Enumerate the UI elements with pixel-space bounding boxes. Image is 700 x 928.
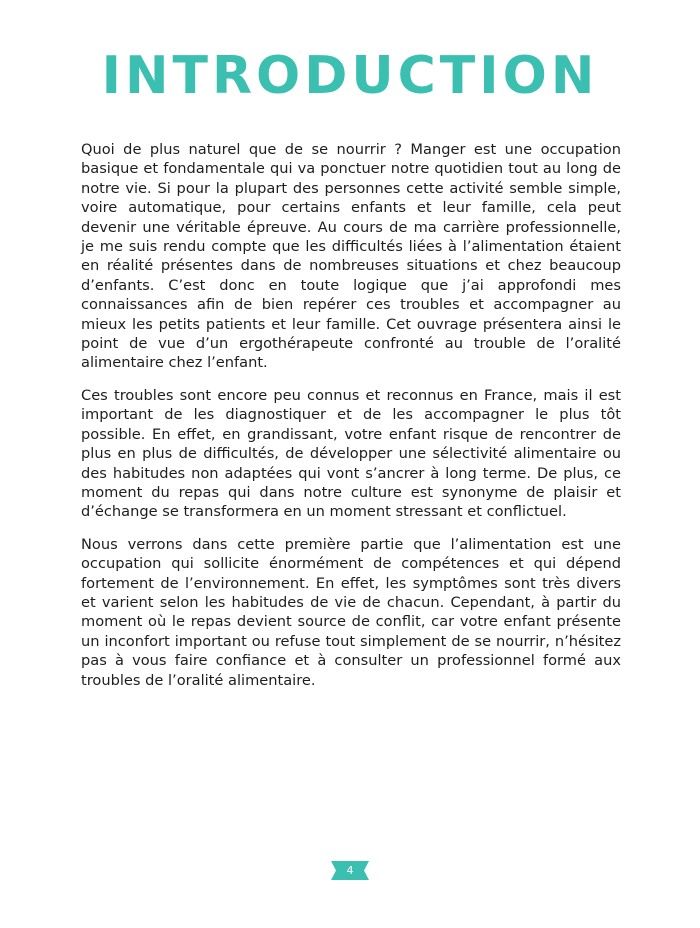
page-title: INTRODUCTION — [101, 46, 599, 106]
page-number: 4 — [346, 864, 354, 877]
body-text — [81, 140, 621, 703]
paragraph-3: Nous verrons dans cette première partie que l’alimentation est une occupation qui sollicite énormément de compétences et qui dépend fortement de l’environnement. En effet, les symptômes sont très divers et varient selon les habitudes de vie de chacun. Cependant, à partir du moment où le repas devient source de conflit, car votre enfant présente un inconfort important ou refuse tout simplement de se nourrir, n’hésitez pas à vous faire confiance et à consulter un professionnel formé aux troubles de l’oralité alimentaire. — [81, 535, 621, 689]
page-number-badge — [331, 861, 369, 880]
paragraph-2: Ces troubles sont encore peu connus et reconnus en France, mais il est important de les diagnostiquer et de les accompagner le plus tôt possible. En effet, en grandissant, votre enfant risque de rencontrer de plus en plus de difficultés, de développer une sélectivité alimentaire ou des habitudes non adaptées qui vont s’ancrer à long terme. De plus, ce moment du repas qui dans notre culture est synonyme de plaisir et d’échange se transformera en un moment stressant et conflictuel. — [81, 386, 621, 521]
paragraph-1: Quoi de plus naturel que de se nourrir ? Manger est une occupation basique et fondamentale qui va ponctuer notre quotidien tout au long de notre vie. Si pour la plupart des personnes cette activité semble simple, voire automatique, pour certains enfants et leur famille, cela peut devenir une véritable épreuve. Au cours de ma carrière professionnelle, je me suis rendu compte que les difficultés liées à l’alimentation étaient en réalité présentes dans de nombreuses situations et chez beaucoup d’enfants. C’est donc en toute logique que j’ai approfondi mes connaissances afin de bien repérer ces troubles et accompagner au mieux les petits patients et leur famille. Cet ouvrage présentera ainsi le point de vue d’un ergothérapeute confronté au trouble de l’oralité alimentaire chez l’enfant. — [81, 141, 621, 372]
